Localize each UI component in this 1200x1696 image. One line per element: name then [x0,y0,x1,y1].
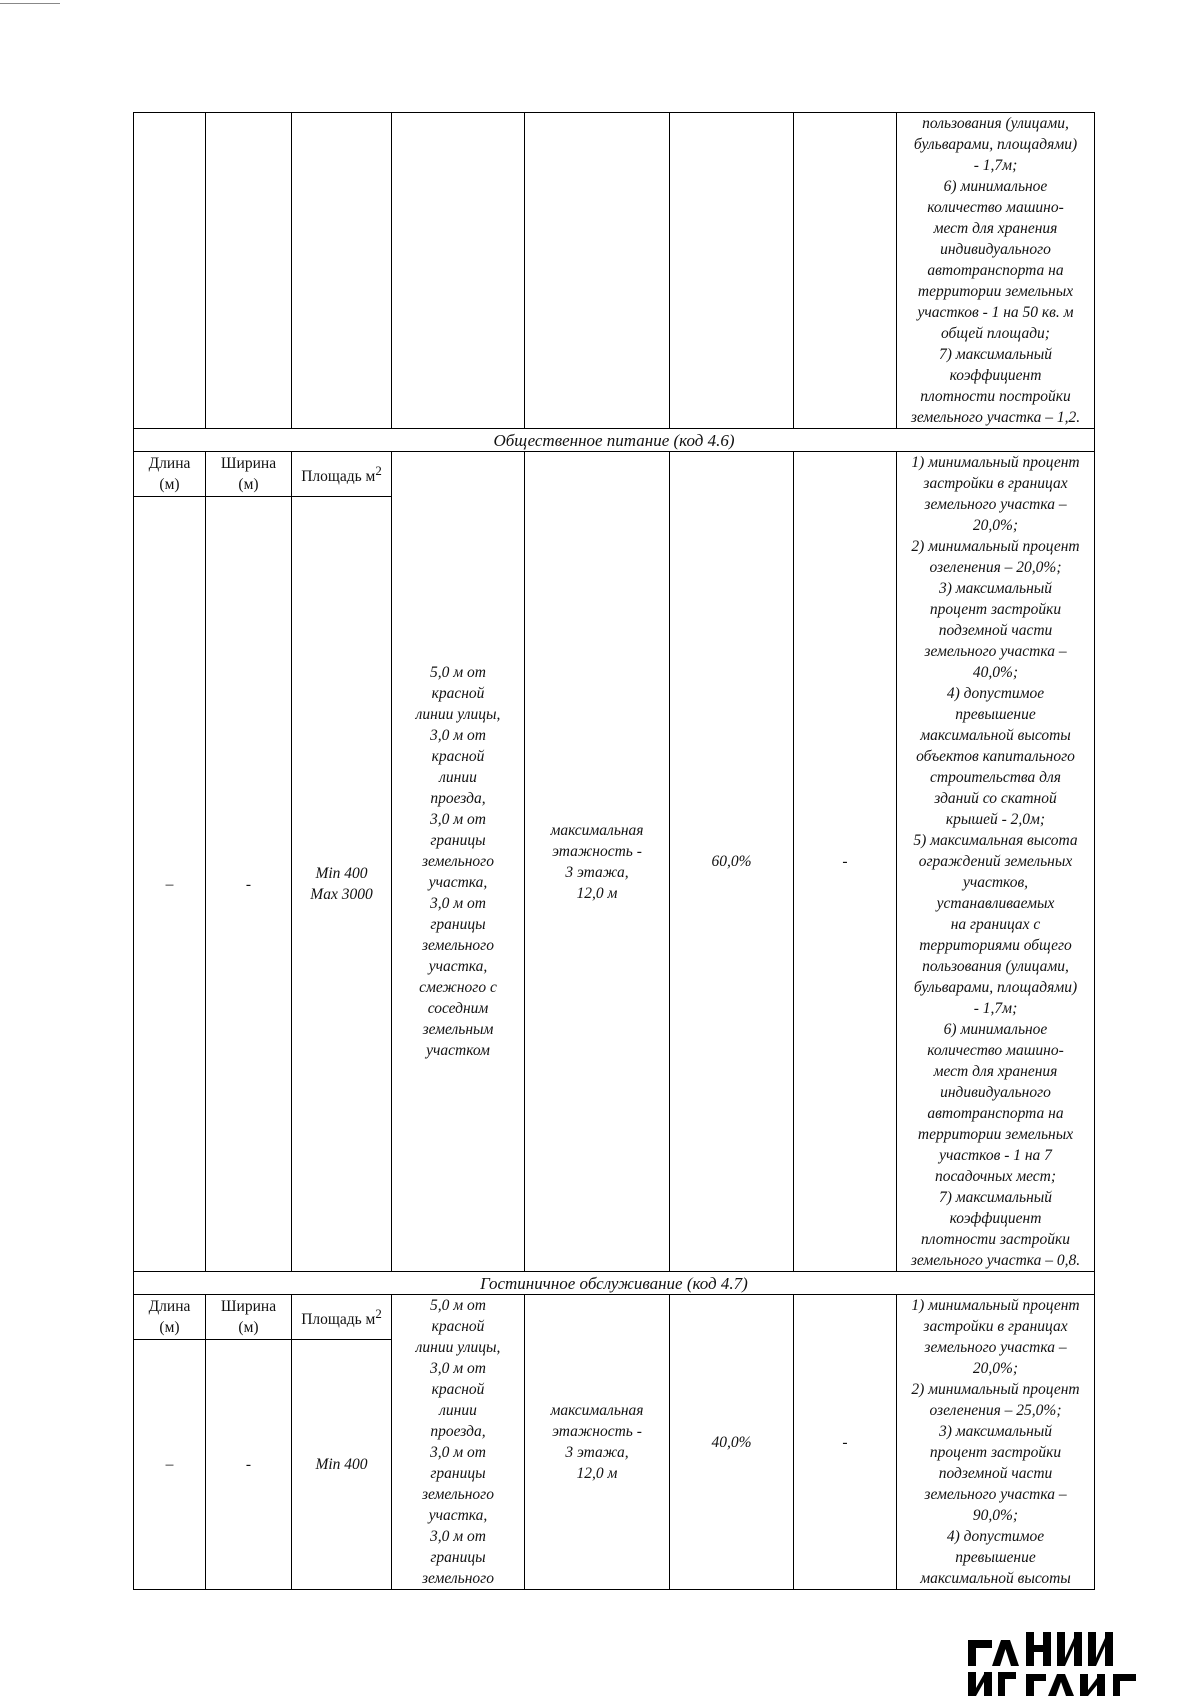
cell-empty [670,113,794,429]
section-title: Гостиничное обслуживание (код 4.7) [134,1272,1095,1295]
area-sup: 2 [375,1306,382,1322]
cell-empty [525,113,670,429]
stamp-logo [968,1630,1143,1696]
cell-params: пользования (улицами, бульварами, площадями) - 1,7м; 6) минимальное количество машино- мест для хранения индивидуального автотранспорта на территории земельных участков - 1 на 50 кв. м общей площади; 7) максимальный коэффициент плотности постройки земельного участка – 1,2. [897,113,1095,429]
column-header-row [134,452,1095,497]
area-sup: 2 [375,463,382,479]
header-length: Длина (м) [134,452,206,497]
cell-other: - [794,452,897,1272]
cell-area: Min 400 Max 3000 [292,497,392,1272]
cell-empty [206,113,292,429]
section-header-row [134,429,1095,452]
cell-setbacks: 5,0 м от красной линии улицы, 3,0 м от красной линии проезда, 3,0 м от границы земельного участка, 3,0 м от границы земельного участка, смежного с соседним земельным участком [392,452,525,1272]
cell-empty [392,113,525,429]
cell-height: максимальная этажность - 3 этажа, 12,0 м [525,452,670,1272]
section-title: Общественное питание (код 4.6) [134,429,1095,452]
cell-setbacks: 5,0 м от красной линии улицы, 3,0 м от красной линии проезда, 3,0 м от границы земельного участка, 3,0 м от границы земельного [392,1295,525,1590]
area-label: Площадь м [301,468,376,486]
top-rule [0,3,60,4]
cell-width: - [206,1340,292,1590]
cell-height: максимальная этажность - 3 этажа, 12,0 м [525,1295,670,1590]
cell-width: - [206,497,292,1272]
continuation-row [134,113,1095,429]
header-area [292,452,392,497]
cell-empty [794,113,897,429]
regulations-table [133,112,1095,1590]
column-header-row [134,1295,1095,1340]
cell-params: 1) минимальный процент застройки в границах земельного участка – 20,0%; 2) минимальный процент озеленения – 25,0%; 3) максимальный процент застройки подземной части земельного участка – 90,0%; 4) допустимое превышение максимальной высоты [897,1295,1095,1590]
cell-coverage: 60,0% [670,452,794,1272]
area-label: Площадь м [301,1311,376,1329]
cell-other: - [794,1295,897,1590]
header-width: Ширина (м) [206,1295,292,1340]
header-width: Ширина (м) [206,452,292,497]
header-length: Длина (м) [134,1295,206,1340]
cell-coverage: 40,0% [670,1295,794,1590]
cell-length: – [134,497,206,1272]
cell-length: – [134,1340,206,1590]
cell-params: 1) минимальный процент застройки в границах земельного участка – 20,0%; 2) минимальный процент озеленения – 20,0%; 3) максимальный процент застройки подземной части земельного участка – 40,0%; 4) допустимое превышение максимальной высоты объектов капитального строительства для зданий со скатной крышей - 2,0м; 5) максимальная высота ограждений земельных участков, устанавливаемых на границах с территориями общего пользования (улицами, бульварами, площадями) - 1,7м; 6) минимальное количество машино- мест для хранения индивидуального автотранспорта на территории земельных участков - 1 на 7 посадочных мест; 7) максимальный коэффициент плотности застройки земельного участка – 0,8. [897,452,1095,1272]
header-area [292,1295,392,1340]
cell-area: Min 400 [292,1340,392,1590]
section-header-row [134,1272,1095,1295]
cell-empty [134,113,206,429]
cell-empty [292,113,392,429]
